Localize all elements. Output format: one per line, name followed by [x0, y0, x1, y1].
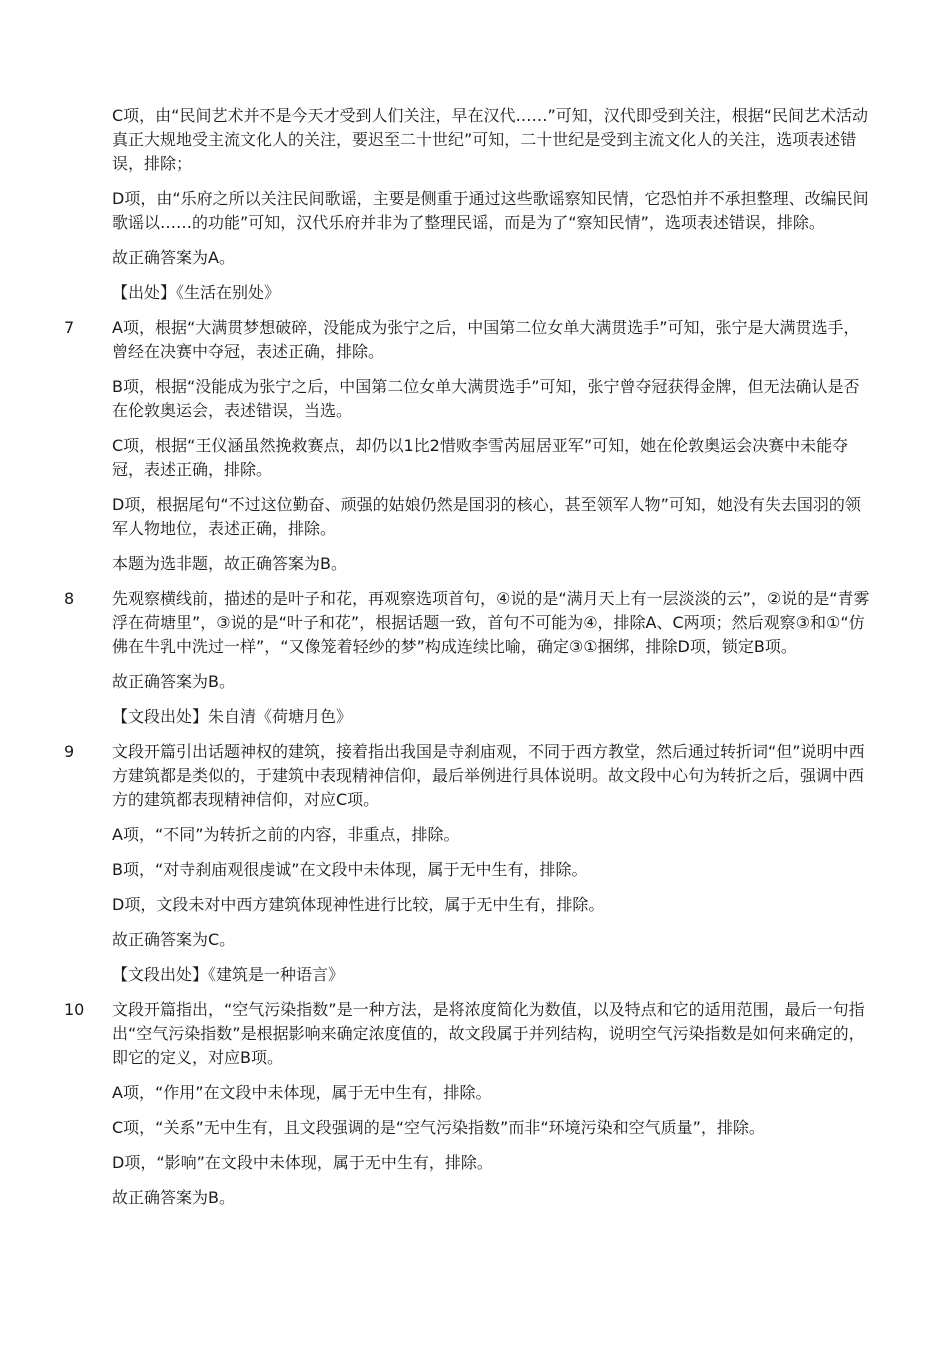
question-number: 7 — [64, 318, 75, 337]
paragraph: D项，由“乐府之所以关注民间歌谣，主要是侧重于通过这些歌谣察知民情，它恐怕并不承担整理、改编民间歌谣以……的功能”可知，汉代乐府并非为了整理民谣，而是为了“察知民情”，选项表述错误，排除。 — [112, 189, 869, 232]
question-7 — [64, 316, 870, 587]
question-explanation — [112, 587, 870, 740]
paragraph: 先观察横线前，描述的是叶子和花，再观察选项首句，④说的是“满月天上有一层淡淡的云”，②说的是“青雾浮在荷塘里”，③说的是“叶子和花”，根据话题一致，首句不可能为④，排除A、C两项；然后观察③和①“仿佛在牛乳中洗过一样”，“又像笼着轻纱的梦”构成连续比喻，确定③①捆绑，排除D项，锁定B项。 — [112, 589, 870, 656]
answer-line: 故正确答案为C。 — [112, 930, 236, 949]
answer-line: 故正确答案为B。 — [112, 672, 235, 691]
paragraph: D项，文段未对中西方建筑体现神性进行比较，属于无中生有，排除。 — [112, 895, 605, 914]
paragraph: 文段开篇引出话题神权的建筑，接着指出我国是寺刹庙观，不同于西方教堂，然后通过转折词“但”说明中西方建筑都是类似的，于建筑中表现精神信仰，最后举例进行具体说明。故文段中心句为转折之后，强调中西方的建筑都表现精神信仰，对应C项。 — [112, 742, 865, 809]
paragraph: B项，根据“没能成为张宁之后，中国第二位女单大满贯选手”可知，张宁曾夺冠获得金牌，但无法确认是否在伦敦奥运会，表述错误，当选。 — [112, 377, 860, 420]
answer-line: 故正确答案为B。 — [112, 1188, 235, 1207]
question-explanation — [112, 998, 870, 1221]
paragraph: C项，“关系”无中生有，且文段强调的是“空气污染指数”而非“环境污染和空气质量”，排除。 — [112, 1118, 765, 1137]
question-number: 8 — [64, 589, 75, 608]
question-8 — [64, 587, 870, 740]
paragraph: D项，“影响”在文段中未体现，属于无中生有，排除。 — [112, 1153, 493, 1172]
question-9 — [64, 740, 870, 998]
paragraph: C项，由“民间艺术并不是今天才受到人们关注，早在汉代……”可知，汉代即受到关注，根据“民间艺术活动真正大规地受主流文化人的关注，要迟至二十世纪”可知，二十世纪是受到主流文化人的关注，选项表述错误，排除； — [112, 106, 869, 173]
paragraph: C项，根据“王仪涵虽然挽救赛点，却仍以1比2惜败李雪芮屈居亚军”可知，她在伦敦奥运会决赛中未能夺冠，表述正确，排除。 — [112, 436, 849, 479]
paragraph: A项，“作用”在文段中未体现，属于无中生有，排除。 — [112, 1083, 492, 1102]
question-10 — [64, 998, 870, 1221]
lead-section — [64, 104, 870, 305]
question-explanation — [112, 316, 870, 587]
paragraph: A项，“不同”为转折之前的内容，非重点，排除。 — [112, 825, 460, 844]
source-line: 【文段出处】朱自清《荷塘月色》 — [112, 707, 353, 726]
paragraph: A项，根据“大满贯梦想破碎，没能成为张宁之后，中国第二位女单大满贯选手”可知，张宁是大满贯选手，曾经在决赛中夺冠，表述正确，排除。 — [112, 318, 860, 361]
answer-line: 故正确答案为A。 — [112, 248, 235, 267]
paragraph: B项，“对寺刹庙观很虔诚”在文段中未体现，属于无中生有，排除。 — [112, 860, 588, 879]
answer-line: 本题为选非题，故正确答案为B。 — [112, 554, 347, 573]
source-line: 【文段出处】《建筑是一种语言》 — [112, 965, 345, 984]
question-number: 9 — [64, 742, 75, 761]
question-number: 10 — [64, 1000, 85, 1019]
question-explanation — [112, 740, 870, 998]
paragraph: D项，根据尾句“不过这位勤奋、顽强的姑娘仍然是国羽的核心，甚至领军人物”可知，她没有失去国羽的领军人物地位，表述正确，排除。 — [112, 495, 861, 538]
paragraph: 文段开篇指出，“空气污染指数”是一种方法，是将浓度简化为数值，以及特点和它的适用范围，最后一句指出“空气污染指数”是根据影响来确定浓度值的，故文段属于并列结构，说明空气污染指数是如何来确定的，即它的定义，对应B项。 — [112, 1000, 865, 1067]
source-line: 【出处】《生活在别处》 — [112, 283, 281, 302]
